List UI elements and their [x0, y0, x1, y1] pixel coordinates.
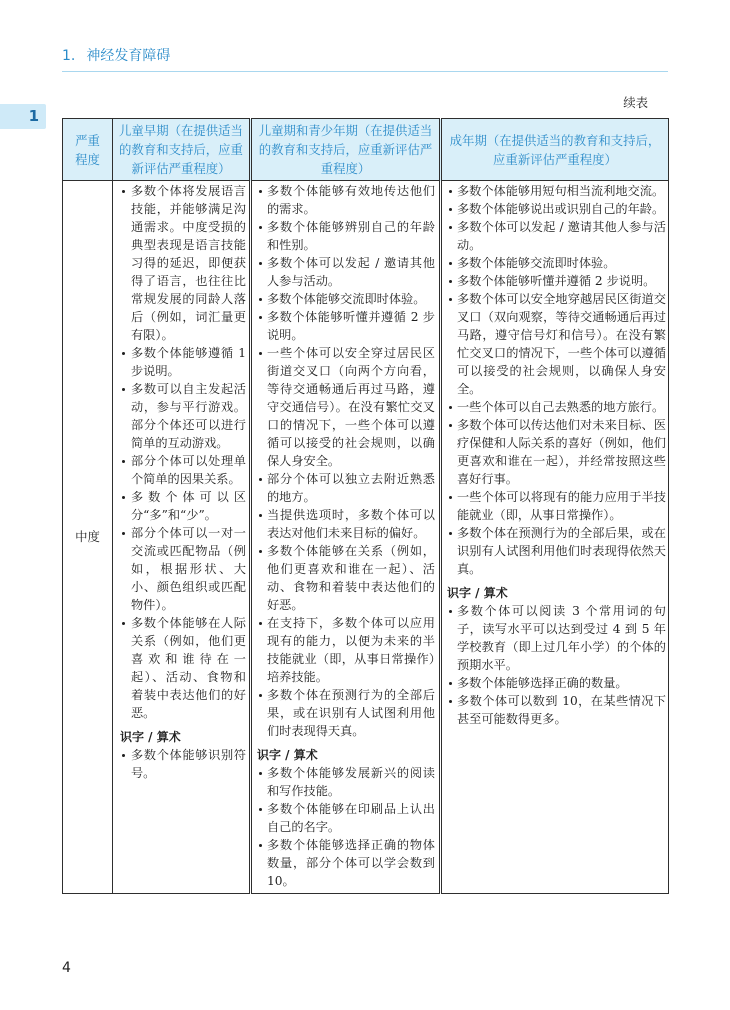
childhood-adolescence-literacy-list — [257, 764, 435, 890]
list-item: 多数个体能够有效地传达他们的需求。 — [257, 182, 435, 218]
list-item: 一些个体可以自己去熟悉的地方旅行。 — [447, 398, 666, 416]
list-item: 多数个体能够在关系（例如，他们更喜欢和谁在一起）、活动、食物和着装中表达他们的好恶。 — [257, 542, 435, 614]
list-item: 多数个体可以发起 / 邀请其他人参与活动。 — [447, 218, 666, 254]
early-childhood-literacy-list — [120, 746, 246, 782]
running-head — [62, 46, 170, 66]
chapter-number: 1. — [62, 48, 76, 64]
column-header-early-childhood: 儿童早期（在提供适当的教育和支持后，应重新评估严重程度） — [113, 119, 251, 181]
table-continued-label: 续表 — [623, 95, 648, 110]
list-item: 多数个体能够交流即时体验。 — [257, 290, 435, 308]
list-item: 多数个体可以安全地穿越居民区街道交叉口（双向观察，等待交通畅通后再过马路，遵守信号灯和信号）。在没有繁忙交叉口的情况下，一些个体可以遵循可以接受的社会规则，以确保人身安全。 — [447, 290, 666, 398]
list-item: 多数个体能够选择正确的物体数量，部分个体可以学会数到 10。 — [257, 836, 435, 890]
list-item: 多数个体将发展语言技能，并能够满足沟通需求。中度受损的典型表现是语言技能习得的延迟，即便获得了语言，也往往比常规发展的同龄人落后（例如，词汇量更有限）。 — [120, 182, 246, 344]
early-childhood-literacy-heading: 识字 / 算术 — [120, 730, 181, 744]
list-item: 多数个体能够选择正确的数量。 — [447, 674, 666, 692]
list-item: 多数个体可以传达他们对未来目标、医疗保健和人际关系的喜好（例如，他们更喜欢和谁在一起），并经常按照这些喜好行事。 — [447, 416, 666, 488]
childhood-adolescence-cell — [251, 181, 441, 894]
list-item: 多数个体在预测行为的全部后果，或在识别有人试图利用他们时表现得天真。 — [257, 686, 435, 740]
childhood-adolescence-literacy-heading: 识字 / 算术 — [257, 748, 318, 762]
chapter-tab-label: 1 — [28, 107, 39, 125]
early-childhood-cell — [113, 181, 251, 894]
list-item: 多数个体能够交流即时体验。 — [447, 254, 666, 272]
chapter-tab — [0, 104, 46, 129]
column-header-severity — [63, 119, 113, 181]
list-item: 多数个体能够用短句相当流利地交流。 — [447, 182, 666, 200]
list-item: 当提供选项时，多数个体可以表达对他们未来目标的偏好。 — [257, 506, 435, 542]
list-item: 一些个体可以安全穿过居民区街道交叉口（向两个方向看，等待交通畅通后再过马路，遵守交通信号）。在没有繁忙交叉口的情况下，一些个体可以遵循可以接受的社会规则，以确保人身安全。 — [257, 344, 435, 470]
list-item: 多数个体能够发展新兴的阅读和写作技能。 — [257, 764, 435, 800]
list-item: 多数个体能够说出或识别自己的年龄。 — [447, 200, 666, 218]
column-header-severity-label: 严重程度 — [75, 132, 100, 167]
page-number: 4 — [62, 960, 71, 976]
list-item: 部分个体可以处理单个简单的因果关系。 — [120, 452, 246, 488]
list-item: 多数个体可以发起 / 邀请其他人参与活动。 — [257, 254, 435, 290]
adulthood-cell — [441, 181, 669, 894]
list-item: 部分个体可以独立去附近熟悉的地方。 — [257, 470, 435, 506]
list-item: 多数个体可以区分“多”和“少”。 — [120, 488, 246, 524]
column-header-childhood-adolescence: 儿童期和青少年期（在提供适当的教育和支持后，应重新评估严重程度） — [251, 119, 441, 181]
chapter-title: 神经发育障碍 — [86, 48, 171, 64]
childhood-adolescence-list — [257, 182, 435, 740]
list-item: 多数个体能够在人际关系（例如，他们更喜欢和谁待在一起）、活动、食物和着装中表达他们的好恶。 — [120, 614, 246, 722]
adulthood-literacy-heading: 识字 / 算术 — [447, 586, 508, 600]
severity-table — [62, 118, 669, 894]
early-childhood-list — [120, 182, 246, 722]
list-item: 多数个体能够遵循 1 步说明。 — [120, 344, 246, 380]
list-item: 多数个体能够在印刷品上认出自己的名字。 — [257, 800, 435, 836]
list-item: 多数个体能够听懂并遵循 2 步说明。 — [447, 272, 666, 290]
table-row-moderate — [63, 181, 669, 894]
adulthood-list — [447, 182, 666, 578]
list-item: 多数个体能够听懂并遵循 2 步说明。 — [257, 308, 435, 344]
severity-level-cell: 中度 — [63, 181, 113, 894]
list-item: 在支持下，多数个体可以应用现有的能力，以便为未来的半技能就业（即，从事日常操作）培养技能。 — [257, 614, 435, 686]
list-item: 多数个体能够识别符号。 — [120, 746, 246, 782]
column-header-adulthood: 成年期（在提供适当的教育和支持后，应重新评估严重程度） — [441, 119, 669, 181]
table-header-row — [63, 119, 669, 181]
list-item: 多数个体可以数到 10，在某些情况下甚至可能数得更多。 — [447, 692, 666, 728]
list-item: 一些个体可以将现有的能力应用于半技能就业（即，从事日常操作）。 — [447, 488, 666, 524]
list-item: 多数可以自主发起活动，参与平行游戏。部分个体还可以进行简单的互动游戏。 — [120, 380, 246, 452]
list-item: 多数个体能够辨别自己的年龄和性别。 — [257, 218, 435, 254]
running-head-rule — [62, 71, 668, 72]
adulthood-literacy-list — [447, 602, 666, 728]
list-item: 部分个体可以一对一交流或匹配物品（例如，根据形状、大小、颜色组织或匹配物件）。 — [120, 524, 246, 614]
list-item: 多数个体在预测行为的全部后果，或在识别有人试图利用他们时表现得依然天真。 — [447, 524, 666, 578]
list-item: 多数个体可以阅读 3 个常用词的句子，读写水平可以达到受过 4 到 5 年学校教育（即上过几年小学）的个体的预期水平。 — [447, 602, 666, 674]
